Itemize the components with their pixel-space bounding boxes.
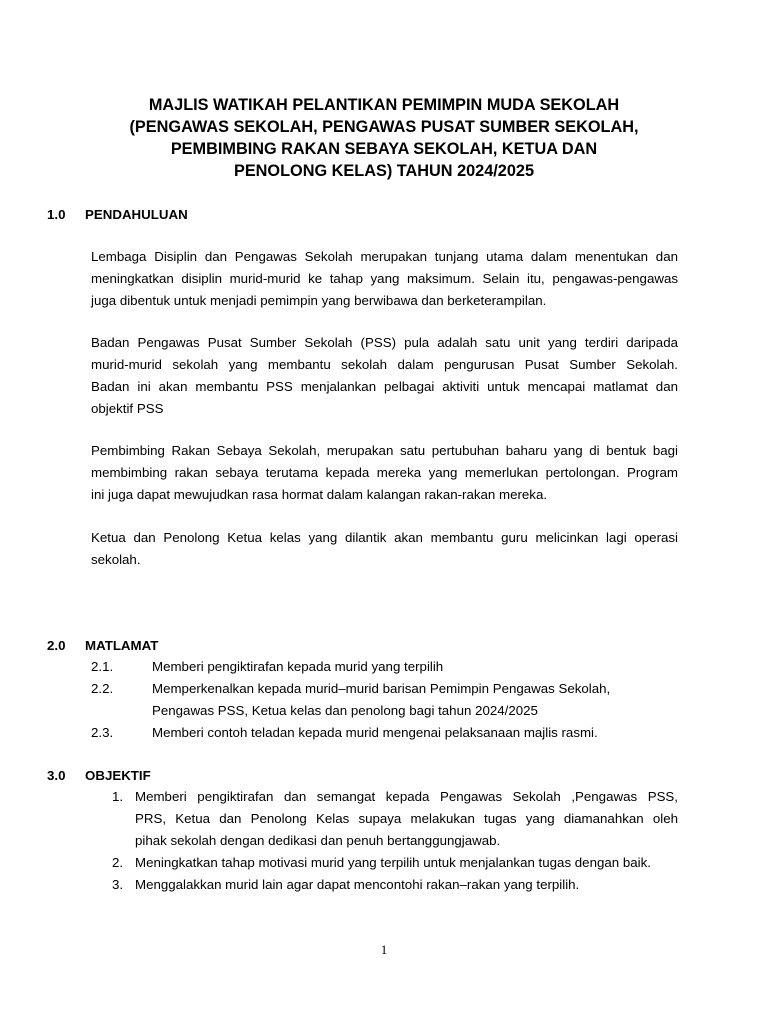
list-item (91, 656, 691, 678)
list-item (91, 678, 691, 700)
list-item-number: 2.2. (91, 681, 114, 696)
list-item-line: Memberi pengiktirafan dan semangat kepada Pengawas Sekolah ,Pengawas PSS, (135, 789, 678, 804)
paragraph (91, 246, 678, 312)
paragraph-line: Badan ini akan membantu PSS menjalankan pelbagai aktiviti untuk mencapai matlamat dan (91, 379, 678, 394)
paragraph (91, 440, 678, 506)
list-item-text: Memberi pengiktirafan kepada murid yang terpilih (152, 659, 444, 674)
section-heading-matlamat (47, 637, 158, 655)
paragraph-line: ini juga dapat mewujudkan rasa hormat dalam kalangan rakan-rakan mereka. (91, 487, 548, 502)
section-number: 2.0 (47, 638, 66, 653)
list-item-line: pihak sekolah dengan dedikasi dan penuh bertanggungjawab. (135, 833, 501, 848)
list-item (112, 874, 678, 896)
paragraph-line: Pembimbing Rakan Sebaya Sekolah, merupakan satu pertubuhan baharu yang di bentuk bagi (91, 443, 678, 458)
section-title: OBJEKTIF (85, 768, 151, 783)
section-heading-objektif (47, 767, 151, 785)
title-line: PENOLONG KELAS) TAHUN 2024/2025 (233, 162, 535, 180)
section-number: 1.0 (47, 207, 66, 222)
list-item-number: 3. (112, 877, 124, 892)
section-title: MATLAMAT (85, 638, 159, 653)
matlamat-list (91, 656, 691, 744)
section-heading-pendahuluan (47, 206, 188, 224)
list-item-text: Memberi contoh teladan kepada murid mengenai pelaksanaan majlis rasmi. (152, 725, 598, 740)
list-item-line: Meningkatkan tahap motivasi murid yang terpilih untuk menjalankan tugas dengan baik. (135, 855, 651, 870)
list-item (112, 852, 678, 874)
list-item-number: 2. (112, 855, 124, 870)
title-line: PEMBIMBING RAKAN SEBAYA SEKOLAH, KETUA DAN (170, 140, 598, 158)
list-item-line: Menggalakkan murid lain agar dapat mencontohi rakan–rakan yang terpilih. (135, 877, 580, 892)
paragraph (91, 527, 678, 571)
list-item-text (135, 852, 678, 874)
list-item-line: PRS, Ketua dan Penolong Kelas supaya melakukan tugas yang diamanahkan oleh (135, 811, 678, 826)
paragraph-line: membimbing rakan sebaya terutama kepada mereka yang memerlukan pertolongan. Program (91, 465, 678, 480)
list-item-text (135, 874, 678, 896)
document-title (60, 94, 708, 182)
paragraph-line: sekolah. (91, 552, 141, 567)
list-item-text (135, 786, 678, 852)
objektif-list (112, 786, 678, 896)
title-line: MAJLIS WATIKAH PELANTIKAN PEMIMPIN MUDA SEKOLAH (148, 96, 620, 114)
list-item-number: 2.1. (91, 659, 114, 674)
list-item (91, 722, 691, 744)
list-item-number: 2.3. (91, 725, 114, 740)
list-item (112, 786, 678, 852)
list-item-continuation (91, 700, 691, 722)
page-number: 1 (380, 942, 388, 957)
section-title: PENDAHULUAN (85, 207, 188, 222)
list-item-text: Pengawas PSS, Ketua kelas dan penolong bagi tahun 2024/2025 (152, 703, 538, 718)
paragraph-line: Badan Pengawas Pusat Sumber Sekolah (PSS) pula adalah satu unit yang terdiri daripada (91, 335, 678, 350)
list-item-text: Memperkenalkan kepada murid–murid barisan Pemimpin Pengawas Sekolah, (152, 681, 611, 696)
paragraph (91, 332, 678, 420)
section-number: 3.0 (47, 768, 66, 783)
paragraph-line: murid-murid sekolah yang membantu sekolah dalam pengurusan Pusat Sumber Sekolah. (91, 357, 678, 372)
paragraph-line: meningkatkan disiplin murid-murid ke tahap yang maksimum. Selain itu, pengawas-pengawas (91, 271, 678, 286)
list-item-number: 1. (112, 789, 124, 804)
title-line: (PENGAWAS SEKOLAH, PENGAWAS PUSAT SUMBER SEKOLAH, (129, 118, 639, 136)
paragraph-line: Lembaga Disiplin dan Pengawas Sekolah merupakan tunjang utama dalam menentukan dan (91, 249, 678, 264)
paragraph-line: Ketua dan Penolong Ketua kelas yang dilantik akan membantu guru melicinkan lagi operasi (91, 530, 678, 545)
paragraph-line: juga dibentuk untuk menjadi pemimpin yang berwibawa dan berketerampilan. (91, 293, 547, 308)
paragraph-line: objektif PSS (91, 401, 164, 416)
